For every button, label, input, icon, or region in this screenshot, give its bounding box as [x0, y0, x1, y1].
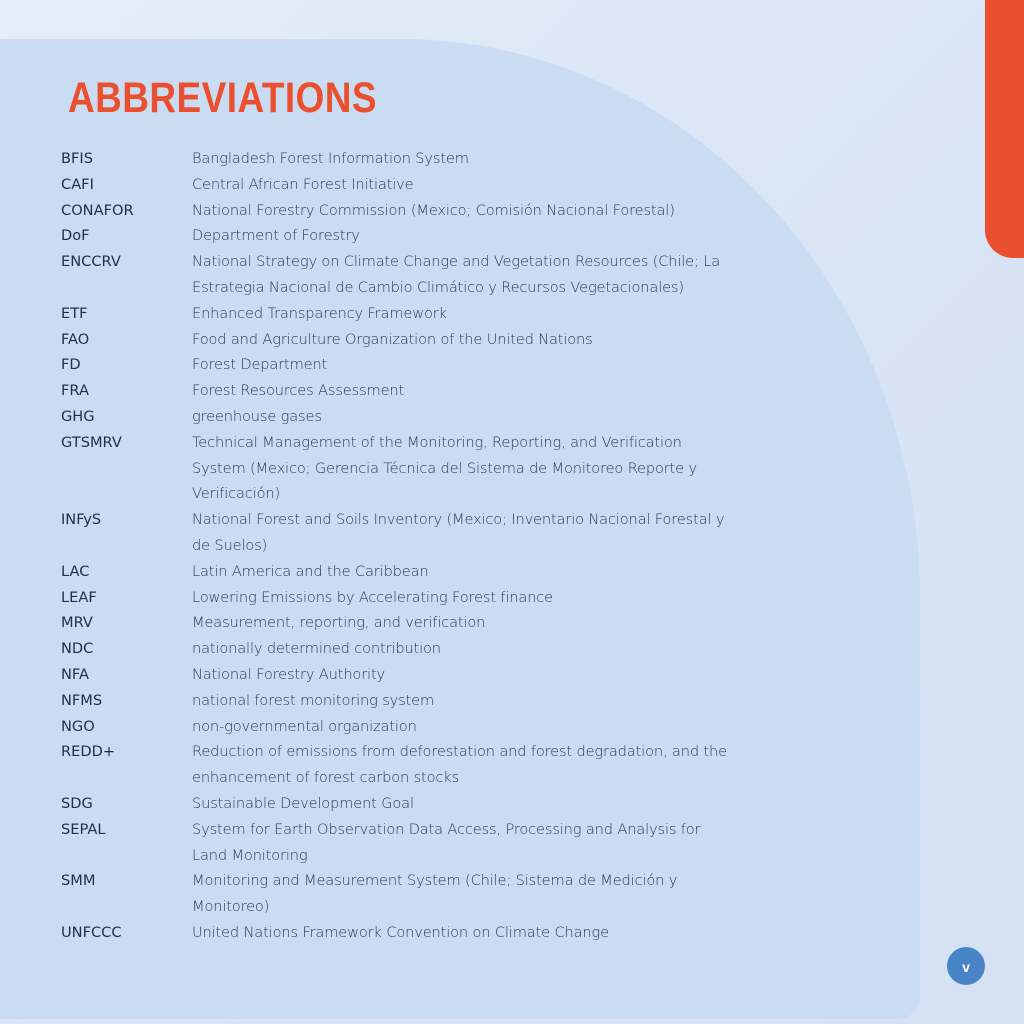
abbreviation-row: [61, 559, 741, 585]
abbreviation-term: CAFI: [61, 175, 94, 193]
abbreviation-term: INFyS: [61, 511, 102, 529]
abbreviation-row: [61, 198, 741, 224]
abbreviation-row: [61, 404, 741, 430]
abbreviation-row: [61, 301, 741, 327]
abbreviation-term: ETF: [61, 304, 88, 322]
abbreviation-definition: Monitoring and Measurement System (Chile; Sistema de Medición y Monitoreo): [192, 872, 678, 916]
abbreviation-row: [61, 327, 741, 353]
abbreviation-term: NFMS: [61, 691, 103, 709]
abbreviation-row: [61, 817, 741, 869]
abbreviation-row: [61, 507, 741, 559]
abbreviation-definition: Sustainable Development Goal: [192, 794, 414, 812]
abbreviation-definition: Central African Forest Initiative: [192, 175, 414, 193]
abbreviation-term: FRA: [61, 382, 89, 400]
abbreviation-term: FD: [61, 356, 81, 374]
abbreviation-definition: greenhouse gases: [192, 407, 322, 425]
abbreviation-list: [61, 146, 741, 946]
abbreviation-row: [61, 378, 741, 404]
abbreviation-term: LEAF: [61, 588, 97, 606]
abbreviation-definition: National Forest and Soils Inventory (Mexico; Inventario Nacional Forestal y de Suelos): [192, 511, 725, 554]
abbreviation-term: REDD+: [61, 743, 116, 761]
abbreviation-term: NDC: [61, 640, 94, 658]
abbreviation-definition: Latin America and the Caribbean: [192, 562, 429, 580]
abbreviation-row: [61, 249, 741, 301]
abbreviation-row: [61, 146, 741, 172]
abbreviation-definition: Lowering Emissions by Accelerating Forest finance: [192, 588, 553, 606]
abbreviation-term: SMM: [61, 872, 96, 890]
abbreviation-term: NGO: [61, 717, 95, 735]
abbreviation-term: GTSMRV: [61, 433, 122, 451]
abbreviation-row: [61, 352, 741, 378]
abbreviation-term: SEPAL: [61, 820, 106, 838]
abbreviation-definition: national forest monitoring system: [192, 691, 435, 709]
abbreviation-row: [61, 868, 741, 920]
abbreviation-definition: Reduction of emissions from deforestation and forest degradation, and the enhancement of forest carbon stocks: [192, 743, 727, 787]
abbreviation-row: [61, 791, 741, 817]
abbreviation-term: UNFCCC: [61, 923, 122, 941]
abbreviation-term: FAO: [61, 330, 90, 348]
abbreviation-term: BFIS: [61, 150, 93, 167]
abbreviation-row: [61, 920, 741, 946]
abbreviation-term: DoF: [61, 227, 90, 245]
abbreviation-row: [61, 610, 741, 636]
abbreviation-definition: Technical Management of the Monitoring, Reporting, and Verification System (Mexico; Gerencia Técnica del Sistema de Monitoreo Reporte y Verificación): [192, 433, 697, 503]
abbreviation-definition: Bangladesh Forest Information System: [192, 150, 469, 167]
abbreviation-definition: National Strategy on Climate Change and Vegetation Resources (Chile; La Estrategia Nacional de Cambio Climático y Recursos Vegetacionales): [192, 253, 721, 296]
abbreviation-definition: Food and Agriculture Organization of the United Nations: [192, 330, 593, 348]
accent-tab: [985, 0, 1024, 258]
abbreviation-row: [61, 636, 741, 662]
abbreviation-row: [61, 739, 741, 791]
abbreviation-term: ENCCRV: [61, 253, 121, 271]
abbreviation-term: GHG: [61, 407, 95, 425]
abbreviation-row: [61, 662, 741, 688]
abbreviation-definition: United Nations Framework Convention on Climate Change: [192, 923, 609, 941]
abbreviation-row: [61, 714, 741, 740]
abbreviation-definition: nationally determined contribution: [192, 640, 441, 658]
abbreviation-term: LAC: [61, 562, 90, 580]
abbreviation-row: [61, 172, 741, 198]
abbreviation-term: MRV: [61, 614, 93, 632]
abbreviation-row: [61, 585, 741, 611]
abbreviation-row: [61, 223, 741, 249]
abbreviation-term: CONAFOR: [61, 201, 134, 219]
abbreviation-definition: Enhanced Transparency Framework: [192, 304, 447, 322]
abbreviation-term: SDG: [61, 794, 93, 812]
abbreviation-row: [61, 430, 741, 507]
abbreviation-term: NFA: [61, 665, 89, 683]
abbreviation-definition: National Forestry Authority: [192, 665, 386, 683]
abbreviation-definition: National Forestry Commission (Mexico; Comisión Nacional Forestal): [192, 201, 675, 219]
page-number-badge: v: [947, 947, 985, 985]
page-title: ABBREVIATIONS: [68, 74, 377, 122]
abbreviation-row: [61, 688, 741, 714]
abbreviation-definition: Forest Department: [192, 356, 328, 374]
abbreviation-definition: System for Earth Observation Data Access, Processing and Analysis for Land Monitoring: [192, 820, 701, 864]
abbreviation-definition: non-governmental organization: [192, 717, 417, 735]
abbreviation-definition: Department of Forestry: [192, 227, 360, 245]
abbreviation-definition: Measurement, reporting, and verification: [192, 614, 486, 632]
abbreviation-definition: Forest Resources Assessment: [192, 382, 405, 400]
